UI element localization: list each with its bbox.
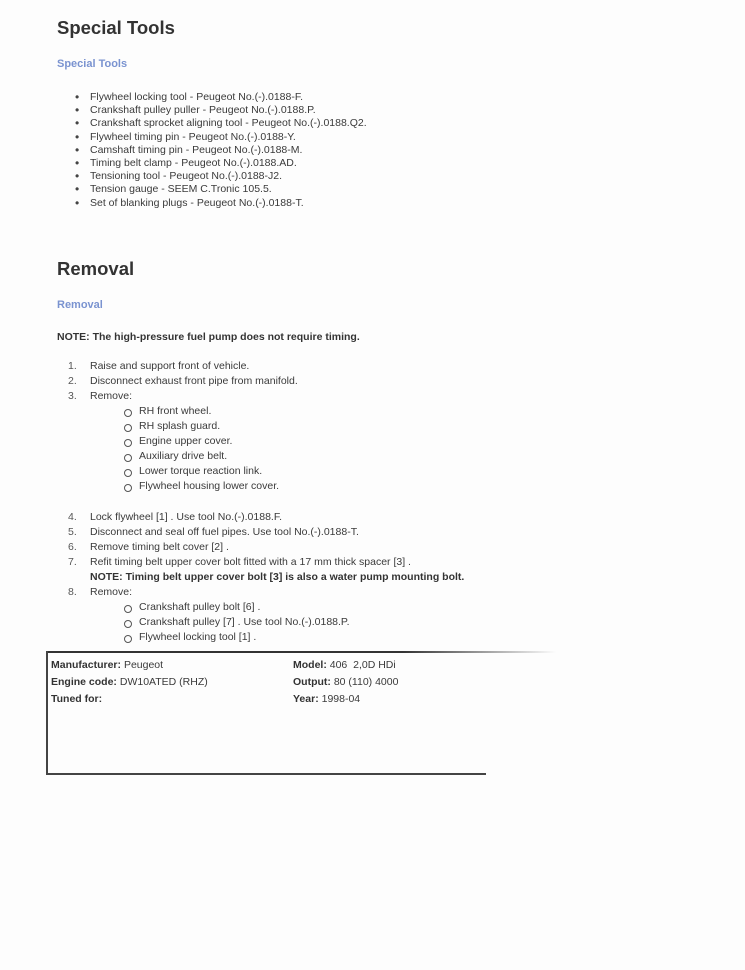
step-item: 4. Lock flywheel [1] . Use tool No.(-).0188.F. (68, 511, 282, 523)
tool-item: • Tensioning tool - Peugeot No.(-).0188-J2. (75, 170, 367, 183)
vehicle-info-right (293, 657, 398, 708)
removal-steps-group-2 (68, 510, 464, 645)
removal-heading: Removal (57, 258, 135, 279)
sub-item: Auxiliary drive belt. (122, 449, 298, 464)
info-box-bottom-border (46, 773, 486, 775)
fuel-pump-note: NOTE: The high-pressure fuel pump does not require timing. (57, 331, 360, 343)
step-item: 2. Disconnect exhaust front pipe from manifold. (68, 375, 298, 387)
special-tools-heading: Special Tools (57, 17, 175, 38)
sub-item: Flywheel locking tool [1] . (122, 630, 464, 645)
sub-item: RH front wheel. (122, 404, 298, 419)
year-row: Year: 1998-04 (293, 693, 361, 705)
tool-item: • Crankshaft pulley puller - Peugeot No.(-).0188.P. (75, 104, 367, 117)
sub-item: Crankshaft pulley bolt [6] . (122, 600, 464, 615)
info-box-top-border (46, 651, 556, 653)
engine-code-row: Engine code: DW10ATED (RHZ) (51, 676, 208, 688)
step-item: 5. Disconnect and seal off fuel pipes. Use tool No.(-).0188-T. (68, 526, 359, 538)
output-row: Output: 80 (110) 4000 (293, 676, 399, 688)
sub-list (90, 600, 464, 645)
step-item: 7. Refit timing belt upper cover bolt fitted with a 17 mm thick spacer [3] . NOTE: Timing belt upper cover bolt [3] is also a water pump mounting bolt. (68, 556, 465, 583)
tool-item: • Flywheel locking tool - Peugeot No.(-).0188-F. (75, 91, 367, 104)
step-item: 3. Remove: RH front wheel. RH splash guard. Engine upper cover. Auxiliary drive belt. Lower torque reaction link. Flywheel housing lower cover. (68, 389, 298, 494)
sub-list (90, 404, 298, 494)
tool-item: • Set of blanking plugs - Peugeot No.(-).0188-T. (75, 197, 367, 210)
tool-item: • Timing belt clamp - Peugeot No.(-).0188.AD. (75, 157, 367, 170)
tool-item: • Crankshaft sprocket aligning tool - Peugeot No.(-).0188.Q2. (75, 117, 367, 130)
tool-item: • Tension gauge - SEEM C.Tronic 105.5. (75, 183, 367, 196)
special-tools-subheading: Special Tools (57, 58, 128, 70)
water-pump-note: NOTE: Timing belt upper cover bolt [3] is also a water pump mounting bolt. (90, 571, 465, 583)
step-item: 1. Raise and support front of vehicle. (68, 360, 250, 372)
model-row: Model: 406 2,0D HDi (293, 659, 396, 671)
step-item: 8. Remove: Crankshaft pulley bolt [6] . Crankshaft pulley [7] . Use tool No.(-).0188.P. Flywheel locking tool [1] . (68, 585, 464, 645)
removal-steps-group-1 (68, 359, 298, 494)
sub-item: Engine upper cover. (122, 434, 298, 449)
sub-item: Crankshaft pulley [7] . Use tool No.(-).0188.P. (122, 615, 464, 630)
special-tools-list (75, 91, 367, 210)
removal-subheading: Removal (57, 299, 103, 311)
info-box-left-border (46, 651, 48, 775)
sub-item: RH splash guard. (122, 419, 298, 434)
sub-item: Lower torque reaction link. (122, 464, 298, 479)
vehicle-info-left (51, 657, 208, 708)
sub-item: Flywheel housing lower cover. (122, 479, 298, 494)
step-item: 6. Remove timing belt cover [2] . (68, 541, 229, 553)
tool-item: • Flywheel timing pin - Peugeot No.(-).0188-Y. (75, 131, 367, 144)
tool-item: • Camshaft timing pin - Peugeot No.(-).0188-M. (75, 144, 367, 157)
tuned-for-row: Tuned for: (51, 693, 103, 705)
manufacturer-row: Manufacturer: Peugeot (51, 659, 164, 671)
